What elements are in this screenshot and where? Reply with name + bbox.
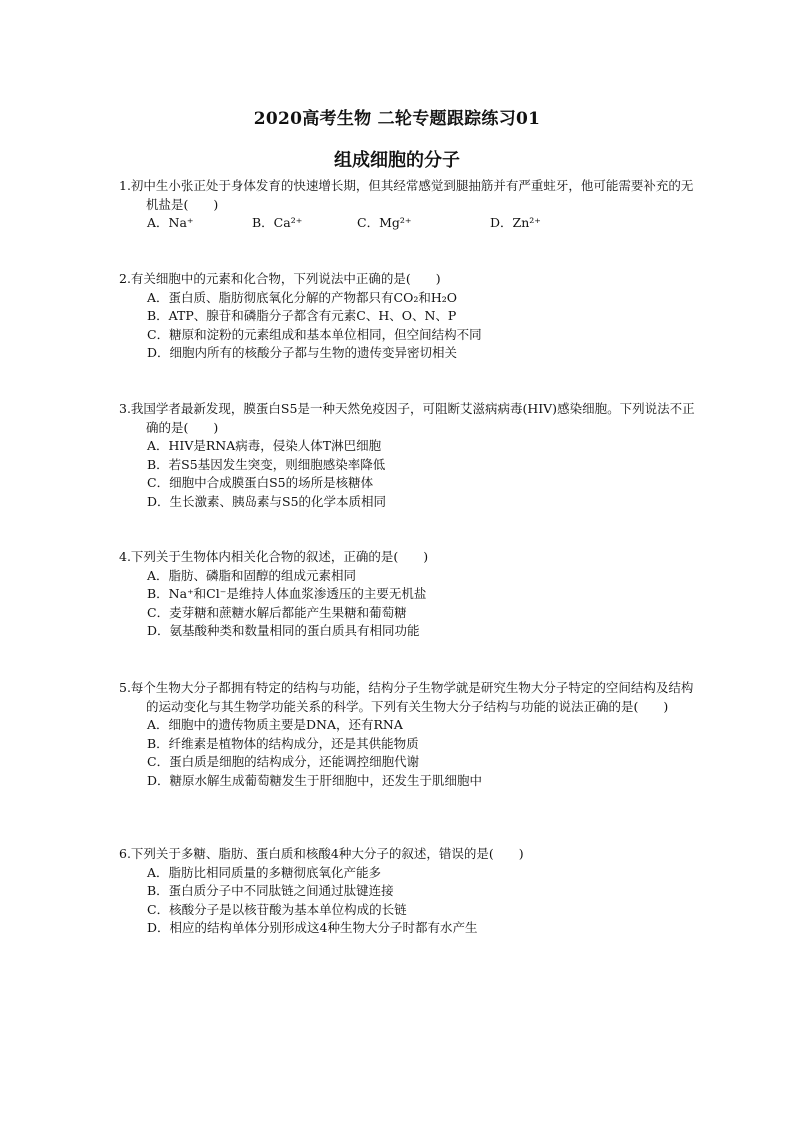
option-b: B．蛋白质分子中不同肽链之间通过肽键连接 [147, 883, 394, 898]
option-b: B．若S5基因发生突变，则细胞感染率降低 [147, 456, 386, 472]
question-3-stem: 3.我国学者最新发现，膜蛋白S5是一种天然免疫因子，可阻断艾滋病病毒(HIV)感染细胞。下列说法不正确的是( ) [119, 401, 695, 435]
page-subtitle: 组成细胞的分子 [334, 150, 460, 171]
option-a: A．脂肪、磷脂和固醇的组成元素相同 [147, 567, 357, 583]
option-c: C．蛋白质是细胞的结构成分，还能调控细胞代谢 [147, 754, 420, 769]
question-3 [119, 400, 699, 511]
option-b: B．Ca²⁺ [252, 215, 303, 230]
question-5-stem: 5.每个生物大分子都拥有特定的结构与功能，结构分子生物学就是研究生物大分子特定的空间结构及结构的运动变化与其生物学功能关系的科学。下列有关生物大分子结构与功能的说法正确的是( ) [119, 680, 694, 714]
option-c: C．核酸分子是以核苷酸为基本单位构成的长链 [147, 901, 407, 917]
option-a: A．HIV是RNA病毒，侵染人体T淋巴细胞 [147, 438, 382, 453]
question-2 [119, 270, 699, 363]
option-d: D．糖原水解生成葡萄糖发生于肝细胞中，还发生于肌细胞中 [147, 772, 483, 788]
question-1-stem: 1.初中生小张正处于身体发育的快速增长期，但其经常感觉到腿抽筋并有严重蛀牙，他可能需要补充的无机盐是( ) [119, 178, 694, 212]
question-1 [119, 177, 699, 233]
option-a: A．Na⁺ [147, 215, 194, 230]
option-b: B．ATP、腺苷和磷脂分子都含有元素C、H、O、N、P [147, 308, 457, 323]
option-d: D．氨基酸种类和数量相同的蛋白质具有相同功能 [147, 623, 420, 638]
option-a: A．脂肪比相同质量的多糖彻底氧化产能多 [147, 864, 382, 880]
option-c: C．Mg²⁺ [357, 215, 412, 230]
option-d: D．生长激素、胰岛素与S5的化学本质相同 [147, 493, 387, 509]
question-4-stem: 4.下列关于生物体内相关化合物的叙述，正确的是( ) [119, 549, 429, 564]
option-d: D．Zn²⁺ [490, 215, 541, 230]
question-6 [119, 845, 699, 938]
page-title: 2020高考生物 二轮专题跟踪练习01 [253, 109, 541, 129]
question-2-stem: 2.有关细胞中的元素和化合物，下列说法中正确的是( ) [119, 271, 441, 286]
option-c: C．糖原和淀粉的元素组成和基本单位相同，但空间结构不同 [147, 326, 482, 342]
question-5 [119, 679, 699, 790]
question-4 [119, 548, 699, 641]
option-a: A．蛋白质、脂肪彻底氧化分解的产物都只有CO₂和H₂O [147, 289, 458, 305]
option-d: D．细胞内所有的核酸分子都与生物的遗传变异密切相关 [147, 345, 458, 360]
question-1-options [119, 214, 699, 233]
question-6-stem: 6.下列关于多糖、脂肪、蛋白质和核酸4种大分子的叙述，错误的是( ) [119, 846, 524, 861]
option-c: C．细胞中合成膜蛋白S5的场所是核糖体 [147, 475, 374, 490]
option-a: A．细胞中的遗传物质主要是DNA，还有RNA [147, 717, 403, 732]
option-b: B．Na⁺和Cl⁻是维持人体血浆渗透压的主要无机盐 [147, 586, 427, 601]
option-d: D．相应的结构单体分别形成这4种生物大分子时都有水产生 [147, 920, 478, 935]
option-b: B．纤维素是植物体的结构成分，还是其供能物质 [147, 735, 419, 751]
option-c: C．麦芽糖和蔗糖水解后都能产生果糖和葡萄糖 [147, 604, 407, 620]
